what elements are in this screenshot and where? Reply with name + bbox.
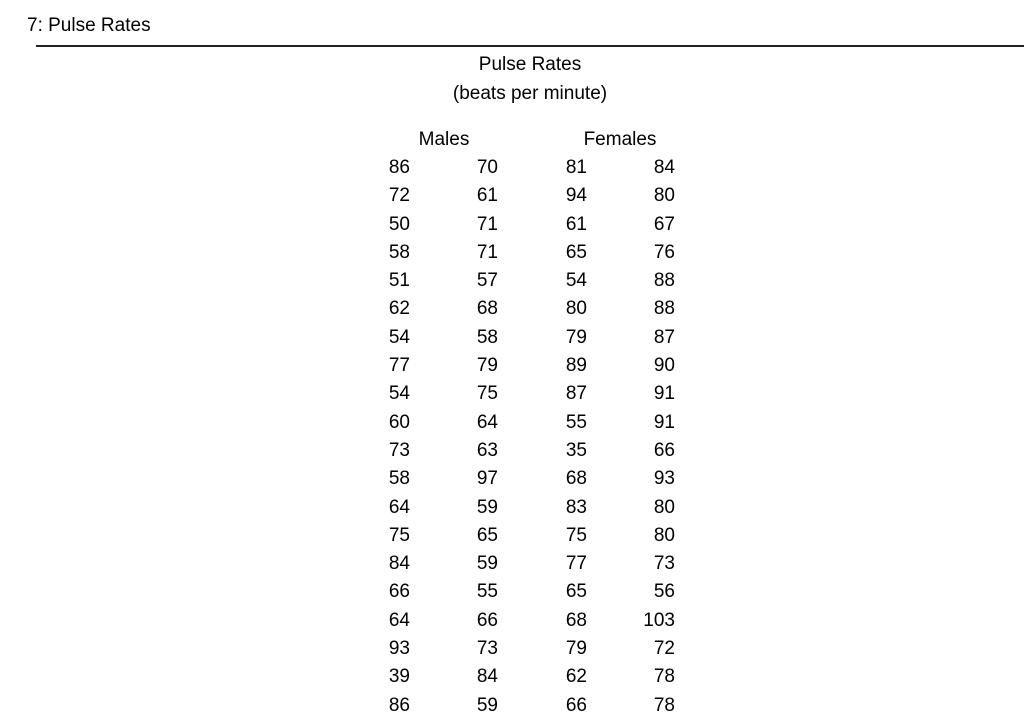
female-pulse-cell: 76 [653,241,675,263]
male-pulse-cell: 86 [388,157,410,178]
female-pulse-cell: 87 [653,326,675,348]
male-pulse-cell: 61 [476,185,498,207]
table-row [360,239,700,267]
table-row [360,154,700,182]
table-row [360,578,700,606]
table-row [360,692,700,720]
male-pulse-cell: 79 [476,355,498,377]
table-row [360,494,700,522]
male-pulse-cell: 97 [476,468,498,490]
male-pulse-cell: 84 [388,553,410,575]
male-pulse-cell: 84 [476,666,498,688]
male-pulse-cell: 86 [388,694,410,716]
male-pulse-cell: 75 [388,524,410,546]
female-pulse-cell: 55 [565,411,587,433]
female-pulse-cell: 65 [565,241,587,263]
female-pulse-cell: 56 [653,581,675,603]
female-pulse-cell: 72 [653,638,675,660]
female-pulse-cell: 66 [565,694,587,716]
female-pulse-cell: 91 [653,383,675,405]
male-pulse-cell: 39 [388,666,410,688]
male-pulse-cell: 70 [476,157,498,178]
female-pulse-cell: 103 [643,609,675,631]
male-pulse-cell: 77 [388,355,410,377]
table-row [360,663,700,691]
table-row [360,352,700,380]
male-pulse-cell: 58 [388,468,410,490]
female-pulse-cell: 90 [653,355,675,377]
female-pulse-cell: 77 [565,553,587,575]
male-pulse-cell: 50 [388,213,410,235]
female-pulse-cell: 75 [565,524,587,546]
male-pulse-cell: 75 [476,383,498,405]
male-pulse-cell: 55 [476,581,498,603]
female-pulse-cell: 67 [653,213,675,235]
male-pulse-cell: 57 [476,270,498,292]
male-pulse-cell: 66 [388,581,410,603]
female-pulse-cell: 93 [653,468,675,490]
female-pulse-cell: 91 [653,411,675,433]
female-pulse-cell: 79 [565,326,587,348]
table-row [360,295,700,323]
males-column-header: Males [418,129,470,150]
female-pulse-cell: 80 [565,298,587,320]
male-pulse-cell: 59 [476,694,498,716]
female-pulse-cell: 78 [653,666,675,688]
female-pulse-cell: 81 [565,157,587,178]
male-pulse-cell: 64 [388,609,410,631]
female-pulse-cell: 83 [565,496,587,518]
male-pulse-cell: 93 [388,638,410,660]
table-row [360,182,700,210]
female-pulse-cell: 80 [653,524,675,546]
table-title: Pulse Rates [478,54,582,75]
female-pulse-cell: 62 [565,666,587,688]
female-pulse-cell: 68 [565,609,587,631]
pulse-rates-table [360,154,700,720]
male-pulse-cell: 64 [388,496,410,518]
table-row [360,380,700,408]
male-pulse-cell: 64 [476,411,498,433]
male-pulse-cell: 59 [476,553,498,575]
female-pulse-cell: 65 [565,581,587,603]
female-pulse-cell: 66 [653,439,675,461]
table-row [360,607,700,635]
female-pulse-cell: 73 [653,553,675,575]
male-pulse-cell: 73 [476,638,498,660]
table-row [360,324,700,352]
table-row [360,211,700,239]
male-pulse-cell: 62 [388,298,410,320]
male-pulse-cell: 63 [476,439,498,461]
male-pulse-cell: 58 [388,241,410,263]
male-pulse-cell: 54 [388,383,410,405]
table-row [360,522,700,550]
female-pulse-cell: 79 [565,638,587,660]
table-row [360,267,700,295]
table-row [360,635,700,663]
male-pulse-cell: 73 [388,439,410,461]
male-pulse-cell: 72 [388,185,410,207]
male-pulse-cell: 54 [388,326,410,348]
female-pulse-cell: 54 [565,270,587,292]
document-title: 7: Pulse Rates [27,15,151,36]
female-pulse-cell: 68 [565,468,587,490]
female-pulse-cell: 89 [565,355,587,377]
table-row [360,437,700,465]
male-pulse-cell: 65 [476,524,498,546]
table-row [360,409,700,437]
male-pulse-cell: 66 [476,609,498,631]
female-pulse-cell: 78 [653,694,675,716]
title-divider [36,45,1024,47]
male-pulse-cell: 71 [476,213,498,235]
females-column-header: Females [583,129,657,150]
female-pulse-cell: 61 [565,213,587,235]
table-subtitle: (beats per minute) [452,83,608,104]
female-pulse-cell: 88 [653,270,675,292]
female-pulse-cell: 87 [565,383,587,405]
male-pulse-cell: 68 [476,298,498,320]
female-pulse-cell: 35 [565,439,587,461]
female-pulse-cell: 88 [653,298,675,320]
female-pulse-cell: 94 [565,185,587,207]
table-row [360,465,700,493]
male-pulse-cell: 51 [388,270,410,292]
female-pulse-cell: 80 [653,496,675,518]
male-pulse-cell: 58 [476,326,498,348]
male-pulse-cell: 59 [476,496,498,518]
table-row [360,550,700,578]
male-pulse-cell: 71 [476,241,498,263]
female-pulse-cell: 84 [653,157,675,178]
female-pulse-cell: 80 [653,185,675,207]
male-pulse-cell: 60 [388,411,410,433]
